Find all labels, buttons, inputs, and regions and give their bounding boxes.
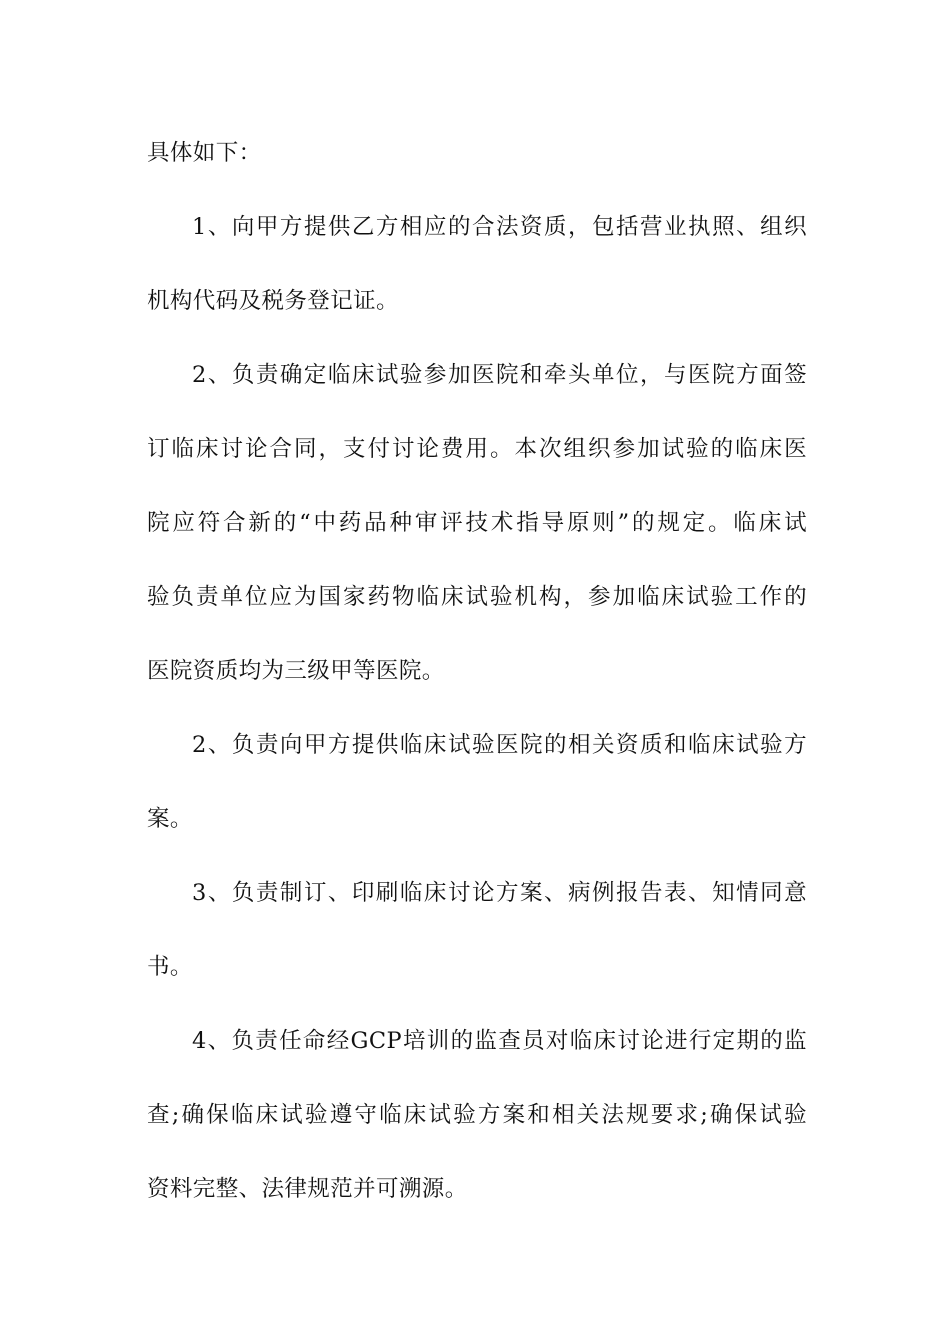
item-1-line-1: 1、向甲方提供乙方相应的合法资质，包括营业执照、组织 bbox=[192, 214, 807, 240]
item-4-line-1: 4、负责任命经GCP培训的监查员对临床讨论进行定期的监 bbox=[192, 1028, 807, 1054]
item-2-line-4: 验负责单位应为国家药物临床试验机构，参加临床试验工作的 bbox=[147, 584, 807, 610]
item-1-line-2: 机构代码及税务登记证。 bbox=[147, 288, 399, 314]
item-2-line-2: 订临床讨论合同，支付讨论费用。本次组织参加试验的临床医 bbox=[147, 436, 807, 462]
item-2b-line-1: 2、负责向甲方提供临床试验医院的相关资质和临床试验方 bbox=[192, 732, 807, 758]
item-3-line-2: 书。 bbox=[147, 954, 193, 980]
intro-line: 具体如下： bbox=[147, 140, 262, 166]
item-3-line-1: 3、负责制订、印刷临床讨论方案、病例报告表、知情同意 bbox=[192, 880, 807, 906]
item-4-line-2: 查;确保临床试验遵守临床试验方案和相关法规要求;确保试验 bbox=[147, 1102, 807, 1128]
item-2-line-3: 院应符合新的“中药品种审评技术指导原则”的规定。临床试 bbox=[147, 510, 807, 536]
item-2-line-1: 2、负责确定临床试验参加医院和牵头单位，与医院方面签 bbox=[192, 362, 807, 388]
document-body bbox=[147, 131, 807, 1241]
item-2-line-5: 医院资质均为三级甲等医院。 bbox=[147, 658, 445, 684]
item-2b-line-2: 案。 bbox=[147, 806, 193, 832]
item-4-line-3: 资料完整、法律规范并可溯源。 bbox=[147, 1176, 468, 1202]
